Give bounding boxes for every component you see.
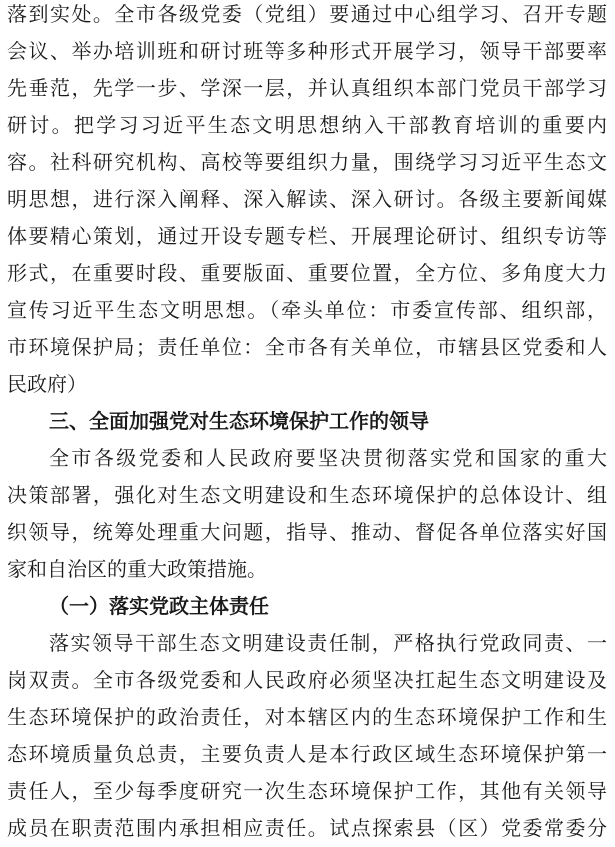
body-text-line: 明思想，进行深入阐释、深入解读、深入研讨。各级主要新闻媒 — [7, 187, 607, 211]
body-text-line: 成员在职责范围内承担相应责任。试点探索县（区）党委常委分 — [7, 816, 607, 840]
body-text-line: 民政府） — [7, 372, 87, 396]
body-text-line: 形式，在重要时段、重要版面、重要位置，全方位、多角度大力 — [7, 261, 607, 285]
document-page — [7, 0, 607, 847]
body-text-line: 市环境保护局；责任单位：全市各有关单位，市辖县区党委和人 — [7, 335, 607, 359]
body-text-line: 研讨。把学习习近平生态文明思想纳入干部教育培训的重要内 — [7, 113, 607, 137]
body-text-line: 容。社科研究机构、高校等要组织力量，围绕学习习近平生态文 — [7, 150, 607, 174]
body-text-line: 先垂范，先学一步、学深一层，并认真组织本部门党员干部学习 — [7, 76, 607, 100]
subsection-heading: （一）落实党政主体责任 — [49, 594, 269, 618]
body-text-line: 态环境质量负总责，主要负责人是本行政区域生态环境保护第一 — [7, 742, 607, 766]
body-text-line: 生态环境保护的政治责任，对本辖区内的生态环境保护工作和生 — [7, 705, 607, 729]
body-text-line: 体要精心策划，通过开设专题专栏、开展理论研讨、组织专访等 — [7, 224, 607, 248]
body-text-line: 岗双责。全市各级党委和人民政府必须坚决扛起生态文明建设及 — [7, 668, 607, 692]
body-text-line: 会议、举办培训班和研讨班等多种形式开展学习，领导干部要率 — [7, 39, 607, 63]
body-text-line: 落到实处。全市各级党委（党组）要通过中心组学习、召开专题 — [7, 2, 607, 26]
body-text-line: 落实领导干部生态文明建设责任制，严格执行党政同责、一 — [49, 631, 607, 655]
body-text-line: 家和自治区的重大政策措施。 — [7, 557, 267, 581]
body-text-line: 责任人，至少每季度研究一次生态环境保护工作，其他有关领导 — [7, 779, 607, 803]
body-text-line: 宣传习近平生态文明思想。（牵头单位：市委宣传部、组织部， — [7, 298, 607, 322]
section-heading: 三、全面加强党对生态环境保护工作的领导 — [49, 409, 429, 433]
body-text-line: 决策部署，强化对生态文明建设和生态环境保护的总体设计、组 — [7, 483, 607, 507]
body-text-line: 织领导，统筹处理重大问题，指导、推动、督促各单位落实好国 — [7, 520, 607, 544]
body-text-line: 全市各级党委和人民政府要坚决贯彻落实党和国家的重大 — [49, 446, 607, 470]
